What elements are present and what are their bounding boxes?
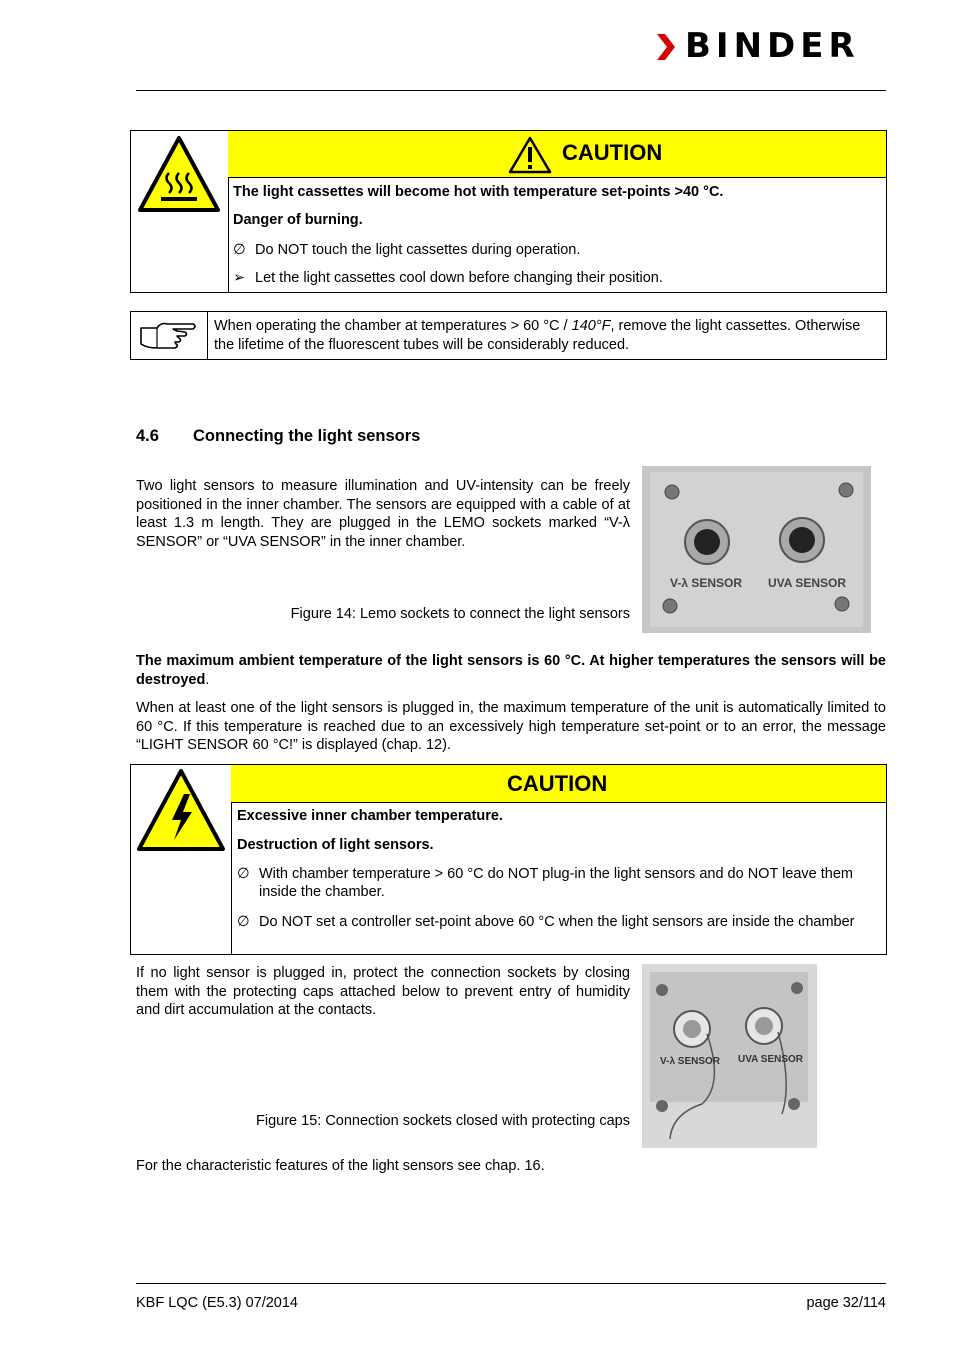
- lemo-sockets-image: [642, 466, 871, 633]
- figure-caption: Figure 14: Lemo sockets to connect the light sensors: [290, 606, 630, 622]
- prohibited-symbol: ∅: [237, 866, 250, 882]
- caution-icon-cell: [131, 131, 229, 292]
- prohibited-symbol: ∅: [237, 914, 250, 930]
- section-title: Connecting the light sensors: [193, 427, 421, 445]
- note-text-part: , remove the light cassettes. Otherwise the lifetime of the fluorescent tubes will be considerably reduced.: [214, 318, 861, 353]
- brand-name: BINDER: [685, 26, 860, 66]
- caution-line: Excessive inner chamber temperature.: [237, 808, 503, 824]
- caution-item: [233, 241, 873, 259]
- caution-box-hot-cassettes: [130, 130, 887, 293]
- figure-caption: Figure 15: Connection sockets closed with protecting caps: [256, 1113, 630, 1129]
- caution-line: Destruction of light sensors.: [237, 837, 434, 853]
- footer-rule: [136, 1283, 886, 1284]
- caution-box-sensor-temperature: [130, 764, 887, 955]
- socket-label: UVA SENSOR: [768, 576, 847, 590]
- prohibited-symbol: ∅: [233, 242, 246, 258]
- paragraph: When at least one of the light sensors is plugged in, the maximum temperature of the unit is automatically limited to 60 °C. If this temperature is reached due to an excessively high temperature set-point or to an error, the message “LIGHT SENSOR 60 °C!” is displayed (chap. 12).: [136, 700, 886, 754]
- binder-logo-mark-icon: [655, 32, 679, 62]
- footer-document-id: KBF LQC (E5.3) 07/2014: [136, 1295, 298, 1311]
- caution-item: [233, 269, 873, 287]
- caution-line: The light cassettes will become hot with temperature set-points >40 °C.: [233, 184, 724, 200]
- caution-item-text: With chamber temperature > 60 °C do NOT plug-in the light sensors and do NOT leave them inside the chamber.: [259, 866, 854, 900]
- section-number: 4.6: [136, 427, 159, 445]
- caution-item-text: Do NOT set a controller set-point above 60 °C when the light sensors are inside the chamber: [259, 914, 855, 930]
- binder-logo: [655, 26, 887, 66]
- caution-title: CAUTION: [562, 140, 663, 165]
- warning-text: The maximum ambient temperature of the light sensors is 60 °C. At higher temperatures the sensors will be destroyed: [136, 653, 886, 688]
- paragraph: For the characteristic features of the light sensors see chap. 16.: [136, 1158, 545, 1174]
- figure-14-photo: [642, 466, 871, 633]
- hot-surface-warning-icon: [137, 135, 221, 213]
- pointing-hand-icon: [137, 318, 201, 354]
- caution-header: [231, 765, 886, 803]
- note-text: [214, 317, 879, 355]
- paragraph: If no light sensor is plugged in, protect the connection sockets by closing them with the protecting caps attached below to prevent entry of humidity and dirt accumulation at the contacts.: [136, 965, 630, 1019]
- caution-item: [237, 913, 882, 931]
- figure-15-photo: [642, 964, 817, 1148]
- header-rule: [136, 90, 886, 91]
- note-icon-cell: [131, 312, 208, 359]
- caution-item-text: Let the light cassettes cool down before changing their position.: [255, 270, 663, 286]
- warning-paragraph: [136, 652, 886, 689]
- electrical-hazard-warning-icon: [136, 768, 226, 852]
- caution-item: [237, 865, 882, 901]
- arrow-bullet-symbol: ➢: [233, 270, 246, 286]
- caution-item-text: Do NOT touch the light cassettes during operation.: [255, 242, 581, 258]
- footer-page-number: page 32/114: [806, 1295, 886, 1311]
- socket-label: V-λ SENSOR: [670, 576, 743, 590]
- caution-title: CAUTION: [507, 771, 608, 796]
- paragraph: Two light sensors to measure illumination and UV-intensity can be freely positioned in the inner chamber. The sensors are equipped with a cable of at least 1.3 m length. They are plugged in the LEMO sockets marked “V-λ SENSOR” or “UVA SENSOR” in the inner chamber.: [136, 478, 630, 551]
- warning-end: .: [205, 671, 210, 688]
- exclamation-warning-icon: [508, 136, 552, 174]
- note-box: [130, 311, 887, 360]
- caution-header: [228, 131, 886, 178]
- note-text-part: When operating the chamber at temperatures > 60 °C /: [214, 318, 572, 334]
- socket-label: V-λ SENSOR: [660, 1056, 721, 1067]
- caution-line: Danger of burning.: [233, 212, 363, 228]
- note-text-fahrenheit: 140°F: [571, 318, 611, 334]
- caution-icon-cell: [131, 765, 232, 954]
- socket-label: UVA SENSOR: [738, 1054, 804, 1065]
